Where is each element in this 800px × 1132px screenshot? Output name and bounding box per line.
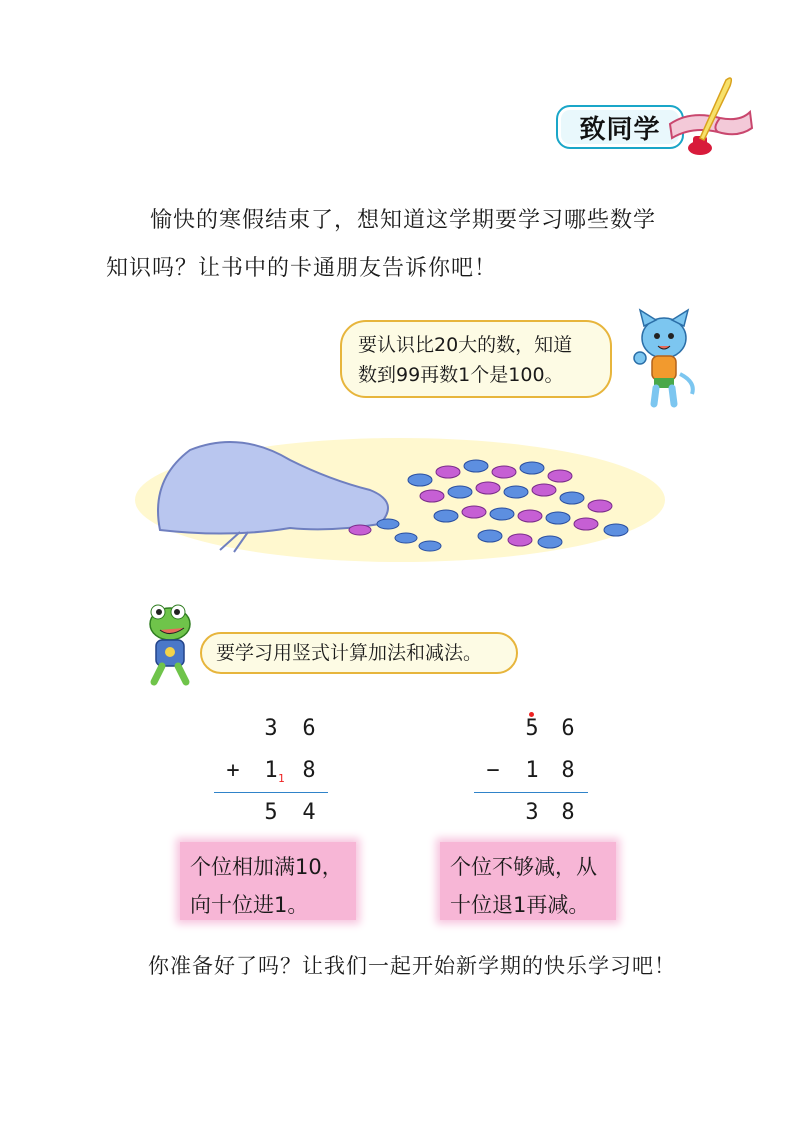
addition-operator: +: [226, 758, 240, 783]
subtraction-note-line-1: 个位不够减，从: [450, 855, 597, 879]
subtraction-second-ones: 8: [561, 758, 575, 783]
addition-second-tens: 1: [264, 758, 278, 783]
addition-top-ones: 6: [302, 716, 316, 741]
subtraction-second-tens: 1: [525, 758, 539, 783]
addition-note: [180, 842, 356, 920]
subtraction-calculation: [472, 716, 592, 826]
subtraction-result-tens: 3: [525, 800, 539, 825]
cat-speech-bubble: [340, 320, 612, 398]
intro-line-1: 愉快的寒假结束了，想知道这学期要学习哪些数学: [150, 208, 657, 233]
addition-result-ones: 4: [302, 800, 316, 825]
subtraction-result-ones: 8: [561, 800, 575, 825]
cat-bubble-line-2: 数到99再数1个是100。: [358, 364, 564, 386]
closing-text: 你准备好了吗？让我们一起开始新学期的快乐学习吧！: [148, 954, 676, 978]
addition-rule: [214, 792, 328, 793]
quill-scroll-icon: [660, 72, 756, 162]
addition-second-ones: 8: [302, 758, 316, 783]
addition-note-line-1: 个位相加满10，: [190, 855, 343, 879]
coin-bag-illustration: [130, 420, 670, 570]
addition-result-tens: 5: [264, 800, 278, 825]
cat-bubble-line-1: 要认识比20大的数，知道: [358, 334, 573, 356]
page-title: 致同学: [579, 114, 661, 145]
subtraction-note: [440, 842, 616, 920]
intro-line-2: 知识吗？让书中的卡通朋友告诉你吧！: [106, 256, 498, 281]
subtraction-operator: −: [486, 758, 500, 783]
subtraction-top-tens: 5: [525, 716, 539, 741]
addition-calculation: [210, 716, 330, 826]
cat-character-icon: [624, 308, 704, 408]
subtraction-rule: [474, 792, 588, 793]
subtraction-top-ones: 6: [561, 716, 575, 741]
addition-note-line-2: 向十位进1。: [190, 893, 309, 917]
addition-carry-mark: 1: [278, 772, 285, 785]
subtraction-note-line-2: 十位退1再减。: [450, 893, 590, 917]
frog-speech-bubble: [200, 632, 518, 674]
addition-top-tens: 3: [264, 716, 278, 741]
frog-character-icon: [134, 600, 204, 688]
frog-bubble-text: 要学习用竖式计算加法和减法。: [216, 642, 483, 664]
